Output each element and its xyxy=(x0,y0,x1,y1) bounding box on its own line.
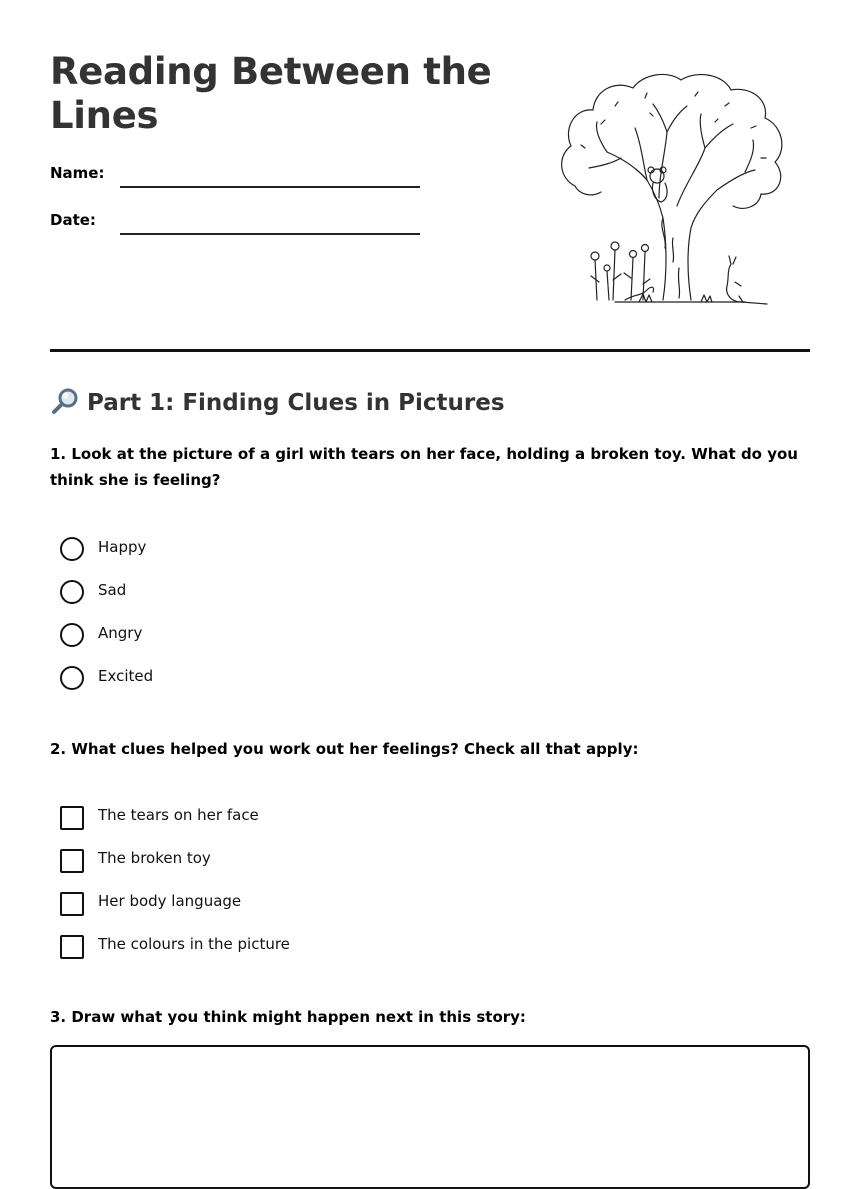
date-label: Date: xyxy=(50,211,96,229)
option-label: The broken toy xyxy=(98,849,211,867)
question-2: 2. What clues helped you work out her feelings? Check all that apply: xyxy=(50,740,639,758)
checkbox[interactable] xyxy=(60,935,84,959)
option-label: Her body language xyxy=(98,892,242,910)
name-label: Name: xyxy=(50,164,105,182)
checkbox-option-tears[interactable] xyxy=(60,803,660,846)
option-label: Happy xyxy=(98,538,147,556)
magnifying-glass-icon xyxy=(50,386,80,416)
checkbox[interactable] xyxy=(60,892,84,916)
radio-button[interactable] xyxy=(60,666,84,690)
part1-heading-text: Part 1: Finding Clues in Pictures xyxy=(87,390,505,416)
part1-heading xyxy=(50,386,505,420)
radio-option-sad[interactable] xyxy=(60,578,660,621)
radio-option-angry[interactable] xyxy=(60,621,660,664)
worksheet-header xyxy=(50,0,810,352)
option-label: Excited xyxy=(98,667,154,685)
radio-button[interactable] xyxy=(60,580,84,604)
question-1: 1. Look at the picture of a girl with tears on her face, holding a broken toy. What do you think she is feeling? xyxy=(50,445,798,489)
checkbox-option-colours[interactable] xyxy=(60,932,660,975)
checkbox[interactable] xyxy=(60,849,84,873)
date-field[interactable] xyxy=(50,209,420,235)
name-field[interactable] xyxy=(50,162,420,188)
radio-option-excited[interactable] xyxy=(60,664,660,707)
option-label: Sad xyxy=(98,581,127,599)
name-line[interactable] xyxy=(120,186,420,188)
option-label: Angry xyxy=(98,624,143,642)
question-2-options xyxy=(60,803,660,975)
question-1-options xyxy=(60,535,660,707)
worksheet-title: Reading Between the Lines xyxy=(50,50,492,137)
radio-option-happy[interactable] xyxy=(60,535,660,578)
worksheet-page xyxy=(50,0,810,1026)
question-3: 3. Draw what you think might happen next in this story: xyxy=(50,1008,526,1026)
checkbox[interactable] xyxy=(60,806,84,830)
checkbox-option-body-language[interactable] xyxy=(60,889,660,932)
checkbox-option-broken-toy[interactable] xyxy=(60,846,660,889)
option-label: The colours in the picture xyxy=(98,935,290,953)
radio-button[interactable] xyxy=(60,537,84,561)
date-line[interactable] xyxy=(120,233,420,235)
header-divider xyxy=(50,349,810,352)
option-label: The tears on her face xyxy=(98,806,259,824)
tree-illustration xyxy=(555,68,795,312)
radio-button[interactable] xyxy=(60,623,84,647)
drawing-area[interactable] xyxy=(50,1045,810,1189)
